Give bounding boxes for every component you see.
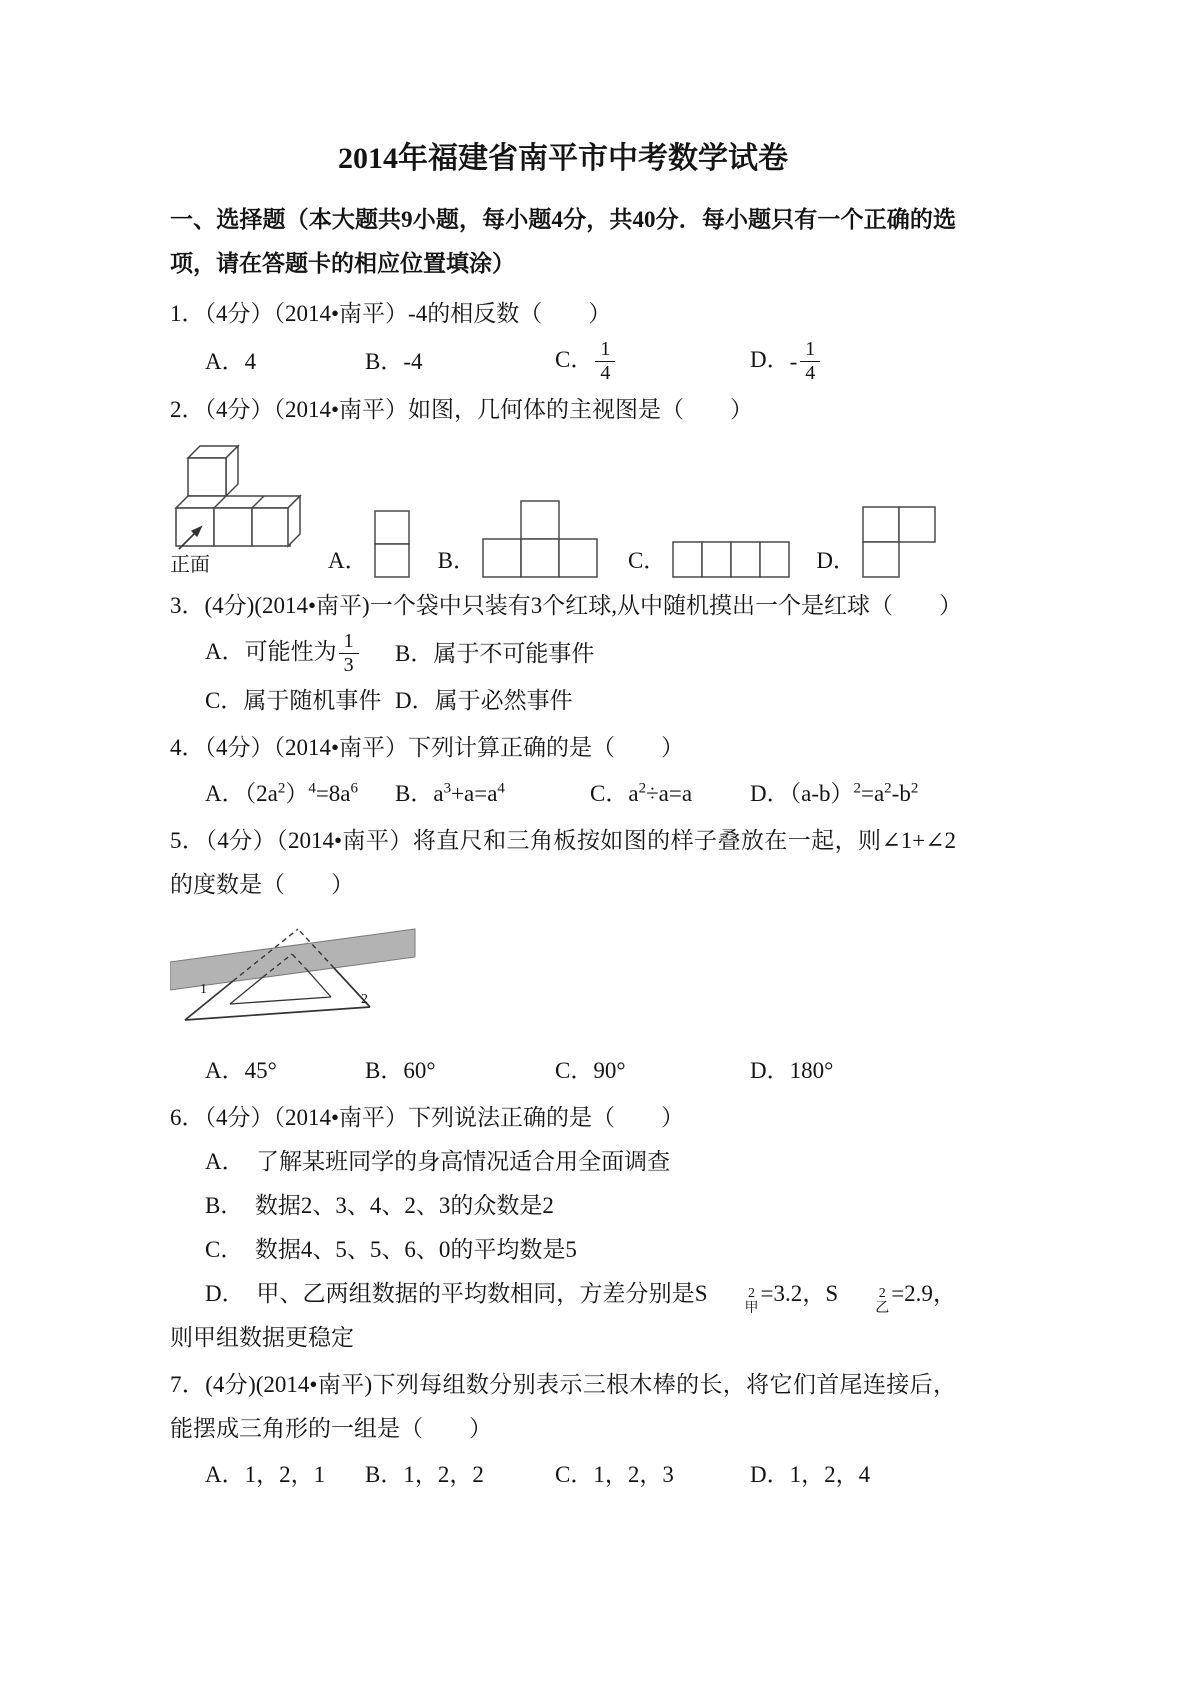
- page-title: 2014年福建省南平市中考数学试卷: [338, 142, 788, 175]
- ruler-and-triangle-figure: [170, 917, 420, 1032]
- question-5-figure: [170, 917, 956, 1047]
- inner-right-edge-lower: [308, 971, 331, 997]
- fraction-numerator: 1: [805, 338, 816, 361]
- question-6: [170, 1096, 956, 1360]
- grid-cell: [731, 542, 760, 577]
- question-4: [170, 726, 956, 816]
- exam-page: [170, 138, 962, 1499]
- question-7: [170, 1363, 956, 1497]
- fraction-one-fourth: [595, 338, 615, 385]
- question-3-option-a: [205, 630, 395, 677]
- top-cube-front-face: [188, 458, 226, 496]
- option-a-shape: [374, 510, 410, 578]
- question-7-option-c: C．1，2，3: [555, 1462, 674, 1488]
- bottom-cube-front-face: [176, 508, 214, 546]
- fraction-denominator: 4: [800, 361, 820, 385]
- question-5-stem: 5．（4分）（2014•南平）将直尺和三角板按如图的样子叠放在一起，则∠1+∠2的度数是（ ）: [170, 828, 956, 898]
- question-4-option-d: D．$(a-b)^2=a^2-b^2$: [750, 780, 919, 807]
- triangle-bottom-edge: [185, 1007, 370, 1020]
- minus-sign: -: [789, 348, 798, 374]
- question-5-option-d: D．180°: [750, 1058, 834, 1084]
- bottom-row-top-faces: [176, 496, 300, 508]
- question-7-option-d: D．1，2，4: [750, 1462, 871, 1488]
- t-shape-grid: [483, 501, 597, 577]
- bottom-cube-front-face: [252, 508, 290, 546]
- question-6-option-b: B． 数据2、3、4、2、3的众数是2: [205, 1193, 554, 1219]
- question-7-option-b: B．1，2，2: [365, 1462, 484, 1488]
- fraction-denominator: 4: [595, 361, 615, 385]
- question-1-option-c: [555, 338, 750, 385]
- front-view-label: 正面: [170, 554, 210, 577]
- question-4-options: [170, 772, 956, 816]
- question-2-option-a-label: A．: [328, 548, 368, 574]
- question-3: [170, 584, 962, 723]
- question-4-option-a: A．$(2a^2)^4=8a^6$: [205, 780, 359, 807]
- question-3-options-row-2: [170, 679, 956, 723]
- question-7-stem: 7．(4分)(2014•南平)下列每组数分别表示三根木棒的长，将它们首尾连接后，能摆成三角形的一组是（ ）: [170, 1372, 956, 1442]
- section-header: 一、选择题（本大题共9小题，每小题4分，共40分．每小题只有一个正确的选项，请在答题卡的相应位置填涂）: [170, 207, 956, 276]
- question-3-option-d: D．属于必然事件: [395, 688, 573, 714]
- question-6-stem: 6．（4分）（2014•南平）下列说法正确的是（ ）: [170, 1105, 685, 1131]
- question-1-option-d: [750, 338, 822, 385]
- question-2-figure-row: [170, 440, 956, 578]
- ruler: [170, 929, 415, 990]
- angle-1-label: 1: [200, 982, 207, 998]
- grid-cell: [673, 542, 702, 577]
- question-7-options: [170, 1453, 956, 1497]
- fraction-one-fourth: [800, 338, 820, 385]
- question-5-option-a: A．45°: [205, 1058, 277, 1084]
- grid-cell: [863, 507, 899, 542]
- question-2-option-d-label: D．: [816, 548, 856, 574]
- question-1-option-a: A．4: [205, 348, 257, 374]
- question-5-option-c: C．90°: [555, 1058, 626, 1084]
- question-1-options: [170, 338, 956, 385]
- grid-cell: [760, 542, 789, 577]
- grid-cell: [702, 542, 731, 577]
- question-2-option-b-label: B．: [437, 548, 476, 574]
- option-d-shape: [862, 506, 936, 578]
- question-6-option-a: A． 了解某班同学的身高情况适合用全面调查: [205, 1149, 671, 1175]
- cube-solid-drawing: [170, 440, 310, 552]
- question-3-options-row-1: [170, 630, 956, 677]
- grid-cell: [375, 544, 409, 577]
- question-1-stem: 1．（4分）（2014•南平）-4的相反数（ ）: [170, 301, 612, 326]
- bottom-cube-front-face: [214, 508, 252, 546]
- question-3-option-c: C．属于随机事件: [205, 688, 382, 714]
- question-4-stem: 4．（4分）（2014•南平）下列计算正确的是（ ）: [170, 735, 685, 761]
- angle-2-label: 2: [361, 992, 368, 1008]
- question-4-option-b: B．$a^3+a=a^4$: [395, 780, 505, 807]
- option-c-label: C．: [555, 347, 594, 372]
- question-3-option-b: B．属于不可能事件: [395, 640, 595, 666]
- question-3-stem: 3．(4分)(2014•南平)一个袋中只装有3个红球,从中随机摸出一个是红球（ ）: [170, 593, 962, 619]
- fraction-numerator: 1: [343, 630, 354, 653]
- fraction-one-third: [339, 630, 359, 677]
- option-c-shape: [672, 541, 790, 578]
- row-of-squares: [673, 542, 789, 577]
- question-5: [170, 819, 956, 1093]
- l-shape-grid: [863, 507, 935, 577]
- fraction-denominator: 3: [339, 653, 359, 677]
- grid-cell: [521, 501, 559, 539]
- question-2-stem: 2．（4分）（2014•南平）如图，几何体的主视图是（ ）: [170, 397, 754, 423]
- grid-cell: [899, 507, 935, 542]
- question-4-option-c: C．$a^2\div a=a$: [590, 780, 693, 807]
- question-6-option-c: C． 数据4、5、5、6、0的平均数是5: [205, 1237, 577, 1263]
- option-d-label: D．: [750, 347, 790, 372]
- question-1: [170, 292, 956, 385]
- option-b-shape: [482, 500, 598, 578]
- grid-cell: [559, 539, 597, 577]
- grid-cell: [521, 539, 559, 577]
- fraction-numerator: 1: [600, 338, 611, 361]
- question-5-options: [170, 1049, 956, 1093]
- cube-solid-figure: [170, 440, 310, 578]
- question-6-option-d: D． 甲、乙两组数据的平均数相同，方差分别是S 2 甲 =3.2，S 2 乙 =2.9，则甲组数据更稳定: [170, 1281, 956, 1351]
- question-2-option-c-label: C．: [627, 548, 667, 574]
- question-5-option-b: B．60°: [365, 1058, 436, 1084]
- two-square-column: [375, 511, 409, 577]
- grid-cell: [483, 539, 521, 577]
- inner-bottom-edge: [230, 997, 331, 1004]
- question-2: [170, 388, 956, 578]
- grid-cell: [375, 511, 409, 544]
- question-7-option-a: A．1，2，1: [205, 1462, 326, 1488]
- question-1-option-b: B．-4: [365, 348, 423, 374]
- grid-cell: [863, 542, 899, 577]
- option-a-label: A．可能性为: [205, 639, 337, 665]
